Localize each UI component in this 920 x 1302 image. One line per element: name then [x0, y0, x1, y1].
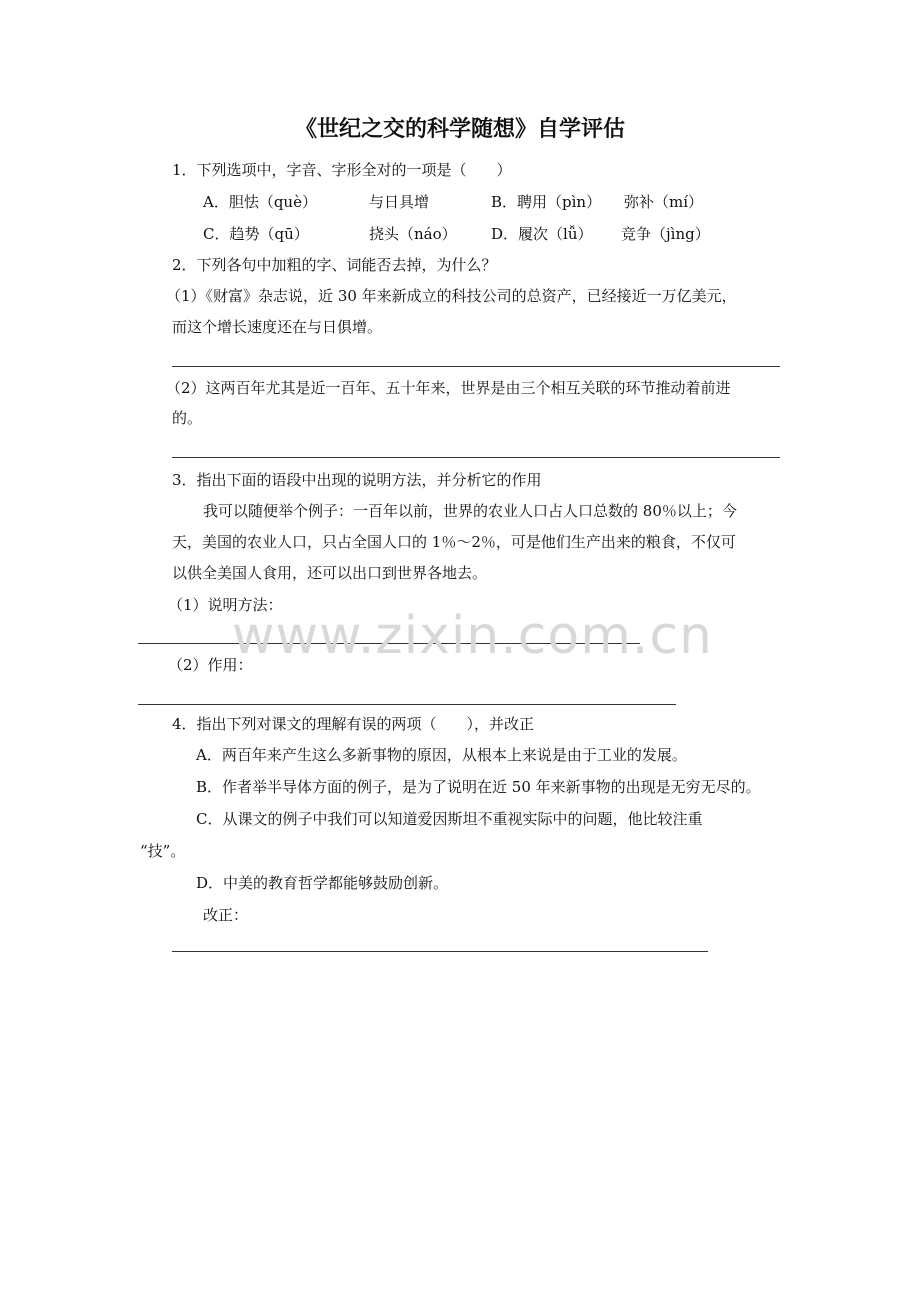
- q4-option-c-line-1: C．从课文的例子中我们可以知道爱因斯坦不重视实际中的问题，他比较注重: [196, 810, 703, 828]
- q4-option-b: B．作者举半导体方面的例子，是为了说明在近 50 年来新事物的出现是无穷无尽的。: [196, 778, 761, 796]
- q4-stem: 4．指出下列对课文的理解有误的两项（ ），并改正: [172, 715, 535, 733]
- q1-option-a: A．胆怯（què）: [203, 193, 317, 211]
- watermark: www.zixin.com.cn: [232, 606, 713, 666]
- answer-line-q4[interactable]: [172, 951, 708, 952]
- q3-sub-question-1: （1）说明方法：: [168, 596, 283, 614]
- q1-stem: 1．下列选项中，字音、字形全对的一项是（ ）: [172, 161, 512, 179]
- q1-option-c-extra: 挠头（náo）: [369, 225, 457, 243]
- q2-sentence-1-line-1: （1）《财富》杂志说，近 30 年来新成立的科技公司的总资产，已经接近一万亿美元，: [166, 287, 737, 305]
- q4-option-d: D．中美的教育哲学都能够鼓励创新。: [196, 874, 449, 892]
- q2-sentence-2-line-2: 的。: [172, 409, 203, 427]
- q1-option-b-extra: 弥补（mí）: [624, 193, 704, 211]
- q3-passage-line-2: 天，美国的农业人口，只占全国人口的 1％～2％，可是他们生产出来的粮食，不仅可: [172, 533, 736, 551]
- page-title: 《世纪之交的科学随想》自学评估: [294, 117, 625, 142]
- answer-line-q3-2[interactable]: [138, 704, 676, 705]
- q4-option-c-line-2: “技”。: [140, 842, 186, 860]
- answer-line-q2-1[interactable]: [172, 366, 780, 367]
- q2-sentence-1-line-2: 而这个增长速度还在与日俱增。: [172, 318, 383, 336]
- q1-option-a-extra: 与日具增: [369, 193, 430, 211]
- q2-stem: 2．下列各句中加粗的字、词能否去掉，为什么？: [172, 256, 497, 274]
- q3-sub-question-2: （2）作用：: [168, 656, 253, 674]
- q3-passage-line-1: 我可以随便举个例子：一百年以前，世界的农业人口占人口总数的 80％以上；今: [203, 502, 737, 520]
- q3-stem: 3．指出下面的语段中出现的说明方法，并分析它的作用: [172, 471, 542, 489]
- q4-option-a: A．两百年来产生这么多新事物的原因，从根本上来说是由于工业的发展。: [196, 746, 687, 764]
- q1-option-b: B．聘用（pìn）: [491, 193, 602, 211]
- q3-passage-line-3: 以供全美国人食用，还可以出口到世界各地去。: [172, 564, 488, 582]
- q1-option-c: C．趋势（qū）: [203, 225, 309, 243]
- q1-option-d-extra: 竞争（jìng）: [621, 225, 710, 243]
- q1-option-d: D．履次（lǚ）: [491, 225, 593, 243]
- q4-correction-label: 改正：: [203, 906, 249, 924]
- answer-line-q2-2[interactable]: [172, 457, 780, 458]
- q2-sentence-2-line-1: （2）这两百年尤其是近一百年、五十年来，世界是由三个相互关联的环节推动着前进: [166, 379, 731, 397]
